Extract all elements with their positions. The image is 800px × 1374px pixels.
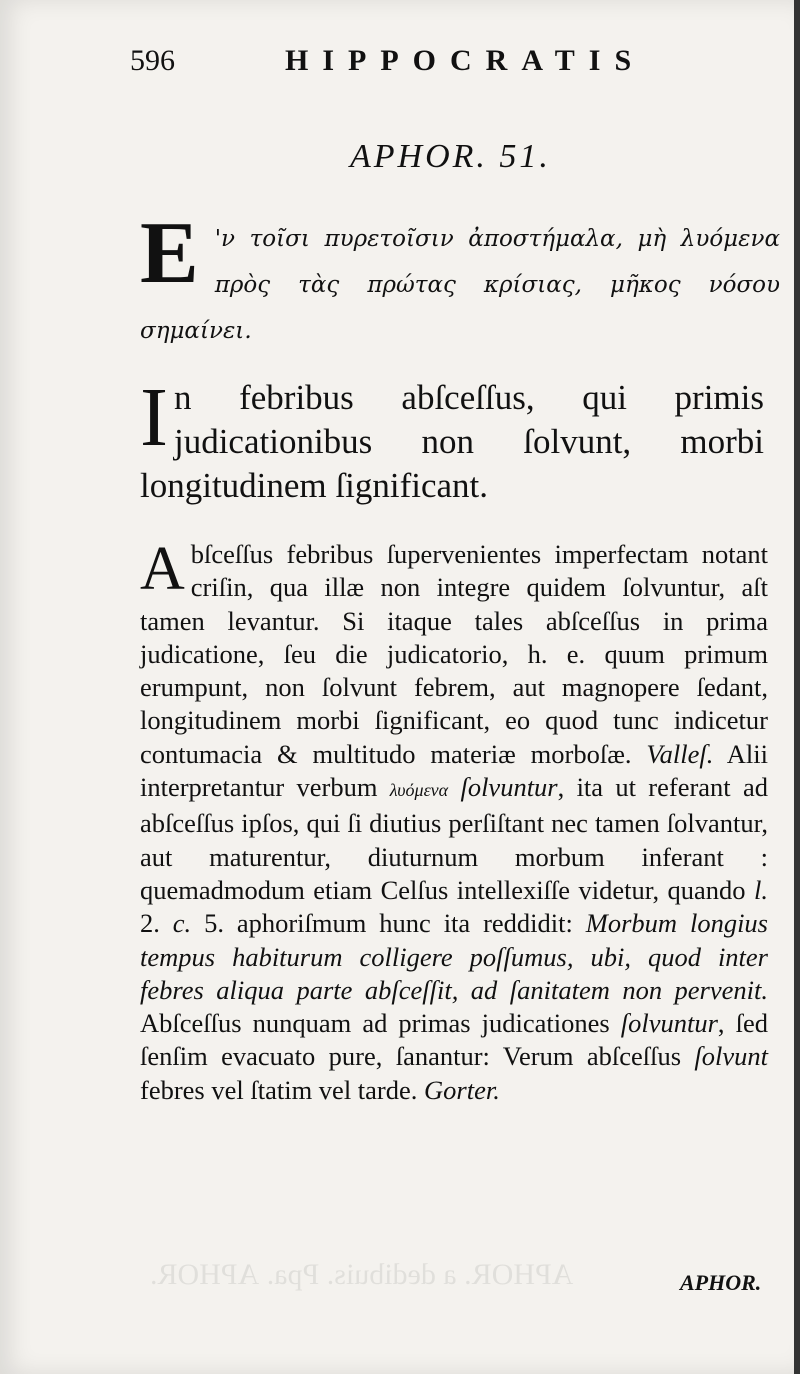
translation-drop-cap: I [140,371,168,464]
commentary-part3: , ita ut referant ad abſceſſus ipſos, qui ſi diutius perſiſtant nec tamen ſolvantur, aut maturentur, diuturnum morbum inferant : quemadmodum etiam Celſus intellexiſſe videtur, quando [140,772,769,905]
ref-l: l. [754,874,768,905]
solvuntur-term: ſolvuntur [460,772,558,803]
commentary-part4: Abſceſſus nunquam ad primas judicationes [140,1008,621,1039]
latin-translation [140,371,764,508]
solvuntur-term-2: ſolvuntur [620,1008,718,1039]
aphorism-title: APHOR. 51. [350,138,551,175]
ref-c: c. [172,908,192,939]
catchword: APHOR. [680,1270,762,1295]
running-head: HIPPOCRATIS [285,44,646,77]
ref-num1: 2. [140,908,173,939]
solvunt-term: ſolvunt [694,1041,768,1072]
citation-gorter: Gorter. [424,1074,500,1105]
greek-body: 'ν τοῖσι πυρετοῖσιν ἀποστήμαλα, μὴ λυόμενα πρὸς τὰς πρώτας κρίσιας, μῆκος νόσου σημαίνει. [140,226,780,344]
commentary-drop-cap: A [140,535,185,603]
greek-drop-cap: E [140,205,199,302]
page-header [130,44,646,84]
commentary [140,535,769,1107]
page-edge [794,0,800,1374]
commentary-part2: Alii interpretantur verbum [140,738,769,803]
greek-text [140,205,780,354]
commentary-part1: bſceſſus febribus ſupervenientes imperfectam notant criſin, qua illæ non integre quidem ſolvuntur, aſt tamen levantur. Si itaque tales abſceſſus in prima judicatione, ſeu die judicatorio, h. e. quum primum erumpunt, non ſolvunt febrem, aut magnopere ſedant, longitudinem morbi ſignificant, eo quod tunc indicetur contumacia & multitudo materiæ morboſæ. [140,539,768,769]
celsus-quote: Morbum longius tempus habiturum colligere poſſumus, ubi, quod inter febres aliqua parte abſceſſit, ad ſanitatem non pervenit. [140,908,768,1005]
commentary-part5: , ſed ſenſim evacuato pure, ſanantur: Verum abſceſſus [140,1008,768,1072]
translation-body: n febribus abſceſſus, qui primis judicationibus non ſolvunt, morbi longitudinem ſignificant. [140,378,764,505]
page-number: 596 [130,44,175,77]
citation-valles: Valleſ. [646,738,714,769]
greek-word: λυόμενα [389,780,449,801]
bleed-through: ΑΡΗΟR. a dedibuis. Ppa. ΑΡΗΟR. [150,1258,574,1291]
ref-num2: 5. aphoriſmum hunc ita reddidit: [191,908,586,939]
commentary-part6: febres vel ſtatim vel tarde. [140,1074,425,1105]
